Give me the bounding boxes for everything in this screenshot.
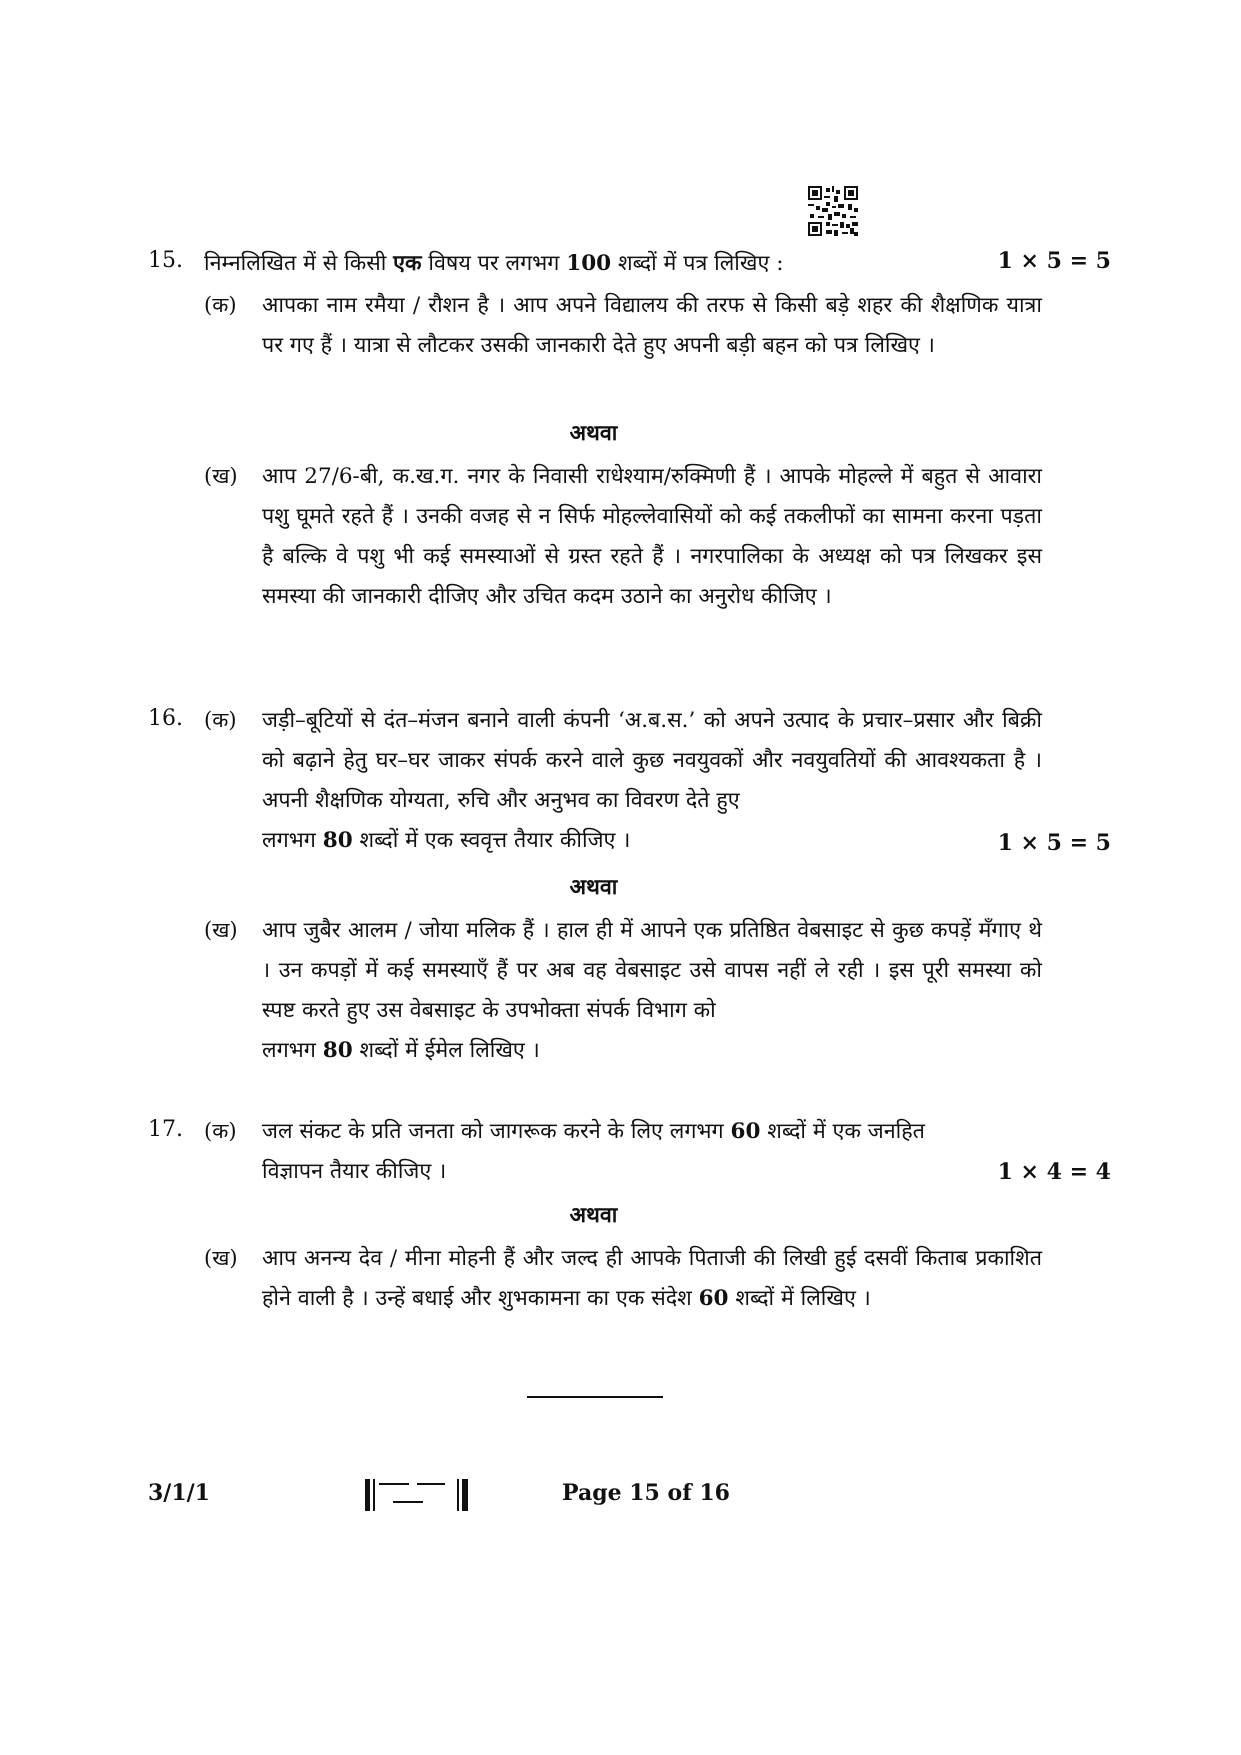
or-separator: अथवा: [569, 875, 618, 900]
paper-code: 3/1/1: [148, 1480, 210, 1506]
marks: 1 × 5 = 5: [997, 248, 1111, 274]
question-number: 15.: [148, 248, 183, 273]
qr-code-icon: [808, 186, 858, 236]
marks: 1 × 4 = 4: [997, 1159, 1111, 1185]
option-label: (ख): [204, 1246, 238, 1270]
question-number: 17.: [148, 1117, 183, 1142]
or-separator: अथवा: [569, 1203, 618, 1228]
option-text: आप अनन्य देव / मीना मोहनी हैं और जल्द ही आपके पिताजी की लिखी हुई दसवीं किताब प्रकाशित होने वाली है । उन्हें बधाई और शुभकामना का एक संदेश 60 शब्दों में लिखिए ।: [262, 1246, 1042, 1311]
option-text: आप जुबैर आलम / जोया मलिक हैं । हाल ही में आपने एक प्रतिष्ठित वेबसाइट से कुछ कपड़ें मँगाए थे । उन कपड़ों में कई समस्याएँ हैं पर अब वह वेबसाइट उसे वापस नहीं ले रही । इस पूरी समस्या को स्पष्ट करते हुए उस वेबसाइट के उपभोक्ता संपर्क विभाग को लगभग 80 शब्दों में ईमेल लिखिए ।: [262, 918, 1042, 1063]
or-separator: अथवा: [569, 421, 618, 446]
question-number: 16.: [148, 706, 183, 731]
option-text: आप 27/6-बी, क.ख.ग. नगर के निवासी राधेश्याम/रुक्मिणी हैं । आपके मोहल्ले में बहुत से आवारा पशु घूमते रहते हैं । उनकी वजह से न सिर्फ मोहल्लेवासियों को कई तकलीफों का सामना करना पड़ता है बल्कि वे पशु भी कई समस्याओं से ग्रस्त रहते हैं । नगरपालिका के अध्यक्ष को पत्र लिखकर इस समस्या की जानकारी दीजिए और उचित कदम उठाने का अनुरोध कीजिए ।: [262, 464, 1042, 609]
option-text: आपका नाम रमैया / रौशन है । आप अपने विद्यालय की तरफ से किसी बड़े शहर की शैक्षणिक यात्रा पर गए हैं । यात्रा से लौटकर उसकी जानकारी देते हुए अपनी बड़ी बहन को पत्र लिखिए ।: [262, 293, 1042, 358]
option-label: (ख): [204, 918, 238, 942]
option-text: जल संकट के प्रति जनता को जागरूक करने के लिए लगभग 60 शब्दों में एक जनहित विज्ञापन तैयार कीजिए ।: [262, 1119, 925, 1184]
marks: 1 × 5 = 5: [997, 830, 1111, 856]
option-text: जड़ी–बूटियों से दंत–मंजन बनाने वाली कंपनी ‘अ.ब.स.’ को अपने उत्पाद के प्रचार–प्रसार और बिक्री को बढ़ाने हेतु घर–घर जाकर संपर्क करने वाले कुछ नवयुवकों और नवयुवतियों की आवश्यकता है । अपनी शैक्षणिक योग्यता, रुचि और अनुभव का विवरण देते हुए लगभग 80 शब्दों में एक स्ववृत्त तैयार कीजिए ।: [262, 708, 1042, 853]
page-number: Page 15 of 16: [562, 1480, 730, 1506]
option-label: (ख): [204, 464, 238, 488]
question-stem: निम्नलिखित में से किसी एक विषय पर लगभग 100 शब्दों में पत्र लिखिए :: [204, 251, 784, 276]
barcode-icon: [365, 1477, 470, 1513]
option-label: (क): [204, 1119, 237, 1143]
end-rule: [527, 1396, 663, 1398]
option-label: (क): [204, 708, 237, 732]
option-label: (क): [204, 293, 237, 317]
